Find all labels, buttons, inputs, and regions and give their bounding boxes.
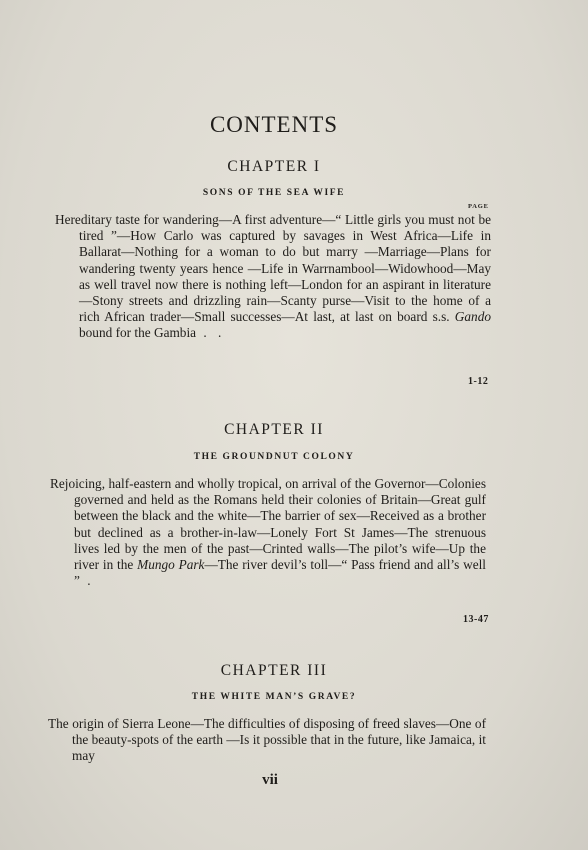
chapter-1-summary [55,212,491,342]
page-title: CONTENTS [209,112,339,137]
chapter-2-summary [50,476,486,589]
chapter-1-pages: 1-12 [468,376,489,387]
chapter-2-text-end: —The river devil’s toll—“ Pass friend and all’s well ” [74,557,487,589]
chapter-2-leader: . [79,573,95,589]
chapter-1-text-end: bound for the Gambia [79,325,197,341]
chapter-3-heading: CHAPTER III [220,662,328,679]
chapter-2-pages: 13-47 [463,614,489,625]
chapter-1-leader: . . [196,325,226,341]
chapter-2-subtitle: THE GROUNDNUT COLONY [193,452,355,462]
chapter-1-subtitle: SONS OF THE SEA WIFE [202,188,346,198]
chapter-1-heading: CHAPTER I [227,158,321,175]
page-number: vii [262,772,278,788]
page-column-label: PAGE [468,203,489,210]
chapter-1-ship-name: Gando [454,309,491,325]
chapter-2-text: Rejoicing, half-eastern and wholly tropical, on arrival of the Governor—Colonies governed and held as the Romans held their colonies of Britain—Great gulf between the black and the white—The barrier of sex—Received as a brother but declined as a brother-in-law—Lonely Fort St James—The strenuous lives led by the men of the past—Crinted walls—The pilot’s wife—Up the river in the [50,476,486,573]
chapter-3-subtitle: THE WHITE MAN’S GRAVE? [191,692,357,702]
chapter-1-text: Hereditary taste for wandering—A first adventure—“ Little girls you must not be tired ”—How Carlo was captured by savages in West Africa—Life in Ballarat—Nothing for a woman to do but marry —Marriage—Plans for wandering twenty years hence —Life in Warrnambool—Widowhood—May as well travel now there is nothing left—London for an aspirant in literature—Stony streets and drizzling rain—Scanty purse—Visit to the home of a rich African trader—Small successes—At last, at last on board s.s. [55,212,491,325]
chapter-2-heading: CHAPTER II [224,421,324,438]
chapter-2-ship-name: Mungo Park [137,557,205,573]
chapter-3-text: The origin of Sierra Leone—The difficulties of disposing of freed slaves—One of the beauty-spots of the earth —Is it possible that in the future, like Jamaica, it may [48,716,486,764]
chapter-3-summary [48,716,486,765]
